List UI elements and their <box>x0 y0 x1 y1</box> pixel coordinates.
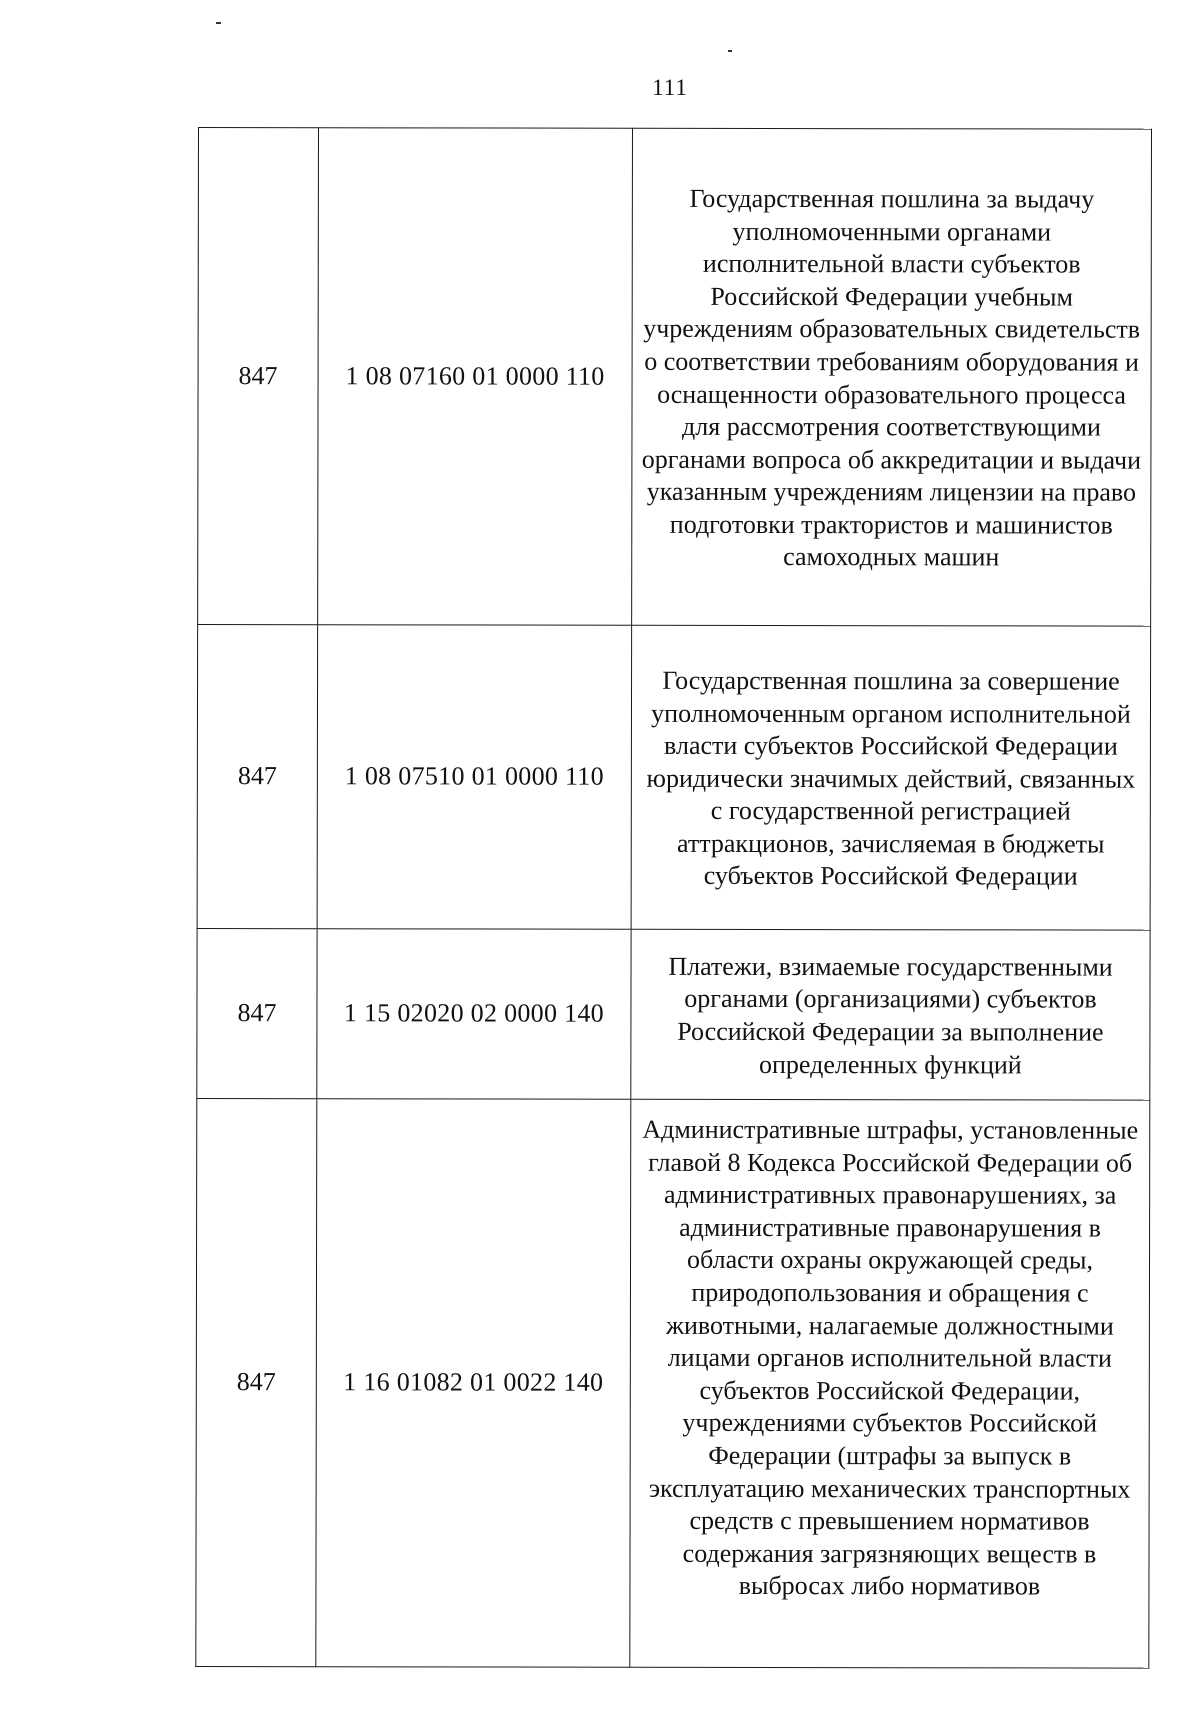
admin-code-cell: 847 <box>197 625 318 929</box>
admin-code-cell: 847 <box>198 128 319 625</box>
table-row <box>197 928 1150 1100</box>
budget-code-cell: 1 15 02020 02 0000 140 <box>317 929 631 1100</box>
table-row <box>196 1098 1150 1668</box>
admin-code-cell: 847 <box>196 1098 317 1666</box>
budget-code-cell: 1 08 07160 01 0000 110 <box>318 128 633 626</box>
budget-code-cell: 1 16 01082 01 0022 140 <box>316 1099 631 1668</box>
page-number: 111 <box>652 75 688 100</box>
scan-artifact <box>216 22 221 24</box>
description-cell: Государственная пошлина за выдачу уполномоченными органами исполнительной власти субъектов Российской Федерации учебным учреждениям образовательных свидетельств о соответствии требованиям оборудования и оснащенности образовательного процесса для рассмотрения соответствующими органами вопроса об аккредитации и выдачи указанным учреждениям лицензии на право подготовки трактористов и машинистов самоходных машин <box>632 128 1152 626</box>
description-cell: Государственная пошлина за совершение уполномоченным органом исполнительной власти субъектов Российской Федерации юридически значимых действий, связанных с государственной регистрацией аттракционов, зачисляемая в бюджеты субъектов Российской Федерации <box>631 625 1151 930</box>
description-cell: Платежи, взимаемые государственными органами (организациями) субъектов Российской Федерации за выполнение определенных функций <box>631 929 1150 1100</box>
scan-artifact <box>728 50 732 52</box>
description-cell: Административные штрафы, установленные главой 8 Кодекса Российской Федерации об административных правонарушениях, за административные правонарушения в области охраны окружающей среды, природопользования и обращения с животными, налагаемые должностными лицами органов исполнительной власти субъектов Российской Федерации, учреждениями субъектов Российской Федерации (штрафы за выпуск в эксплуатацию механических транспортных средств с превышением нормативов содержания загрязняющих веществ в выбросах либо нормативов <box>630 1099 1150 1668</box>
table-row <box>198 128 1152 627</box>
budget-code-cell: 1 08 07510 01 0000 110 <box>317 625 632 930</box>
admin-code-cell: 847 <box>197 928 317 1098</box>
budget-codes-table <box>195 127 1152 1669</box>
table-row <box>197 625 1151 931</box>
